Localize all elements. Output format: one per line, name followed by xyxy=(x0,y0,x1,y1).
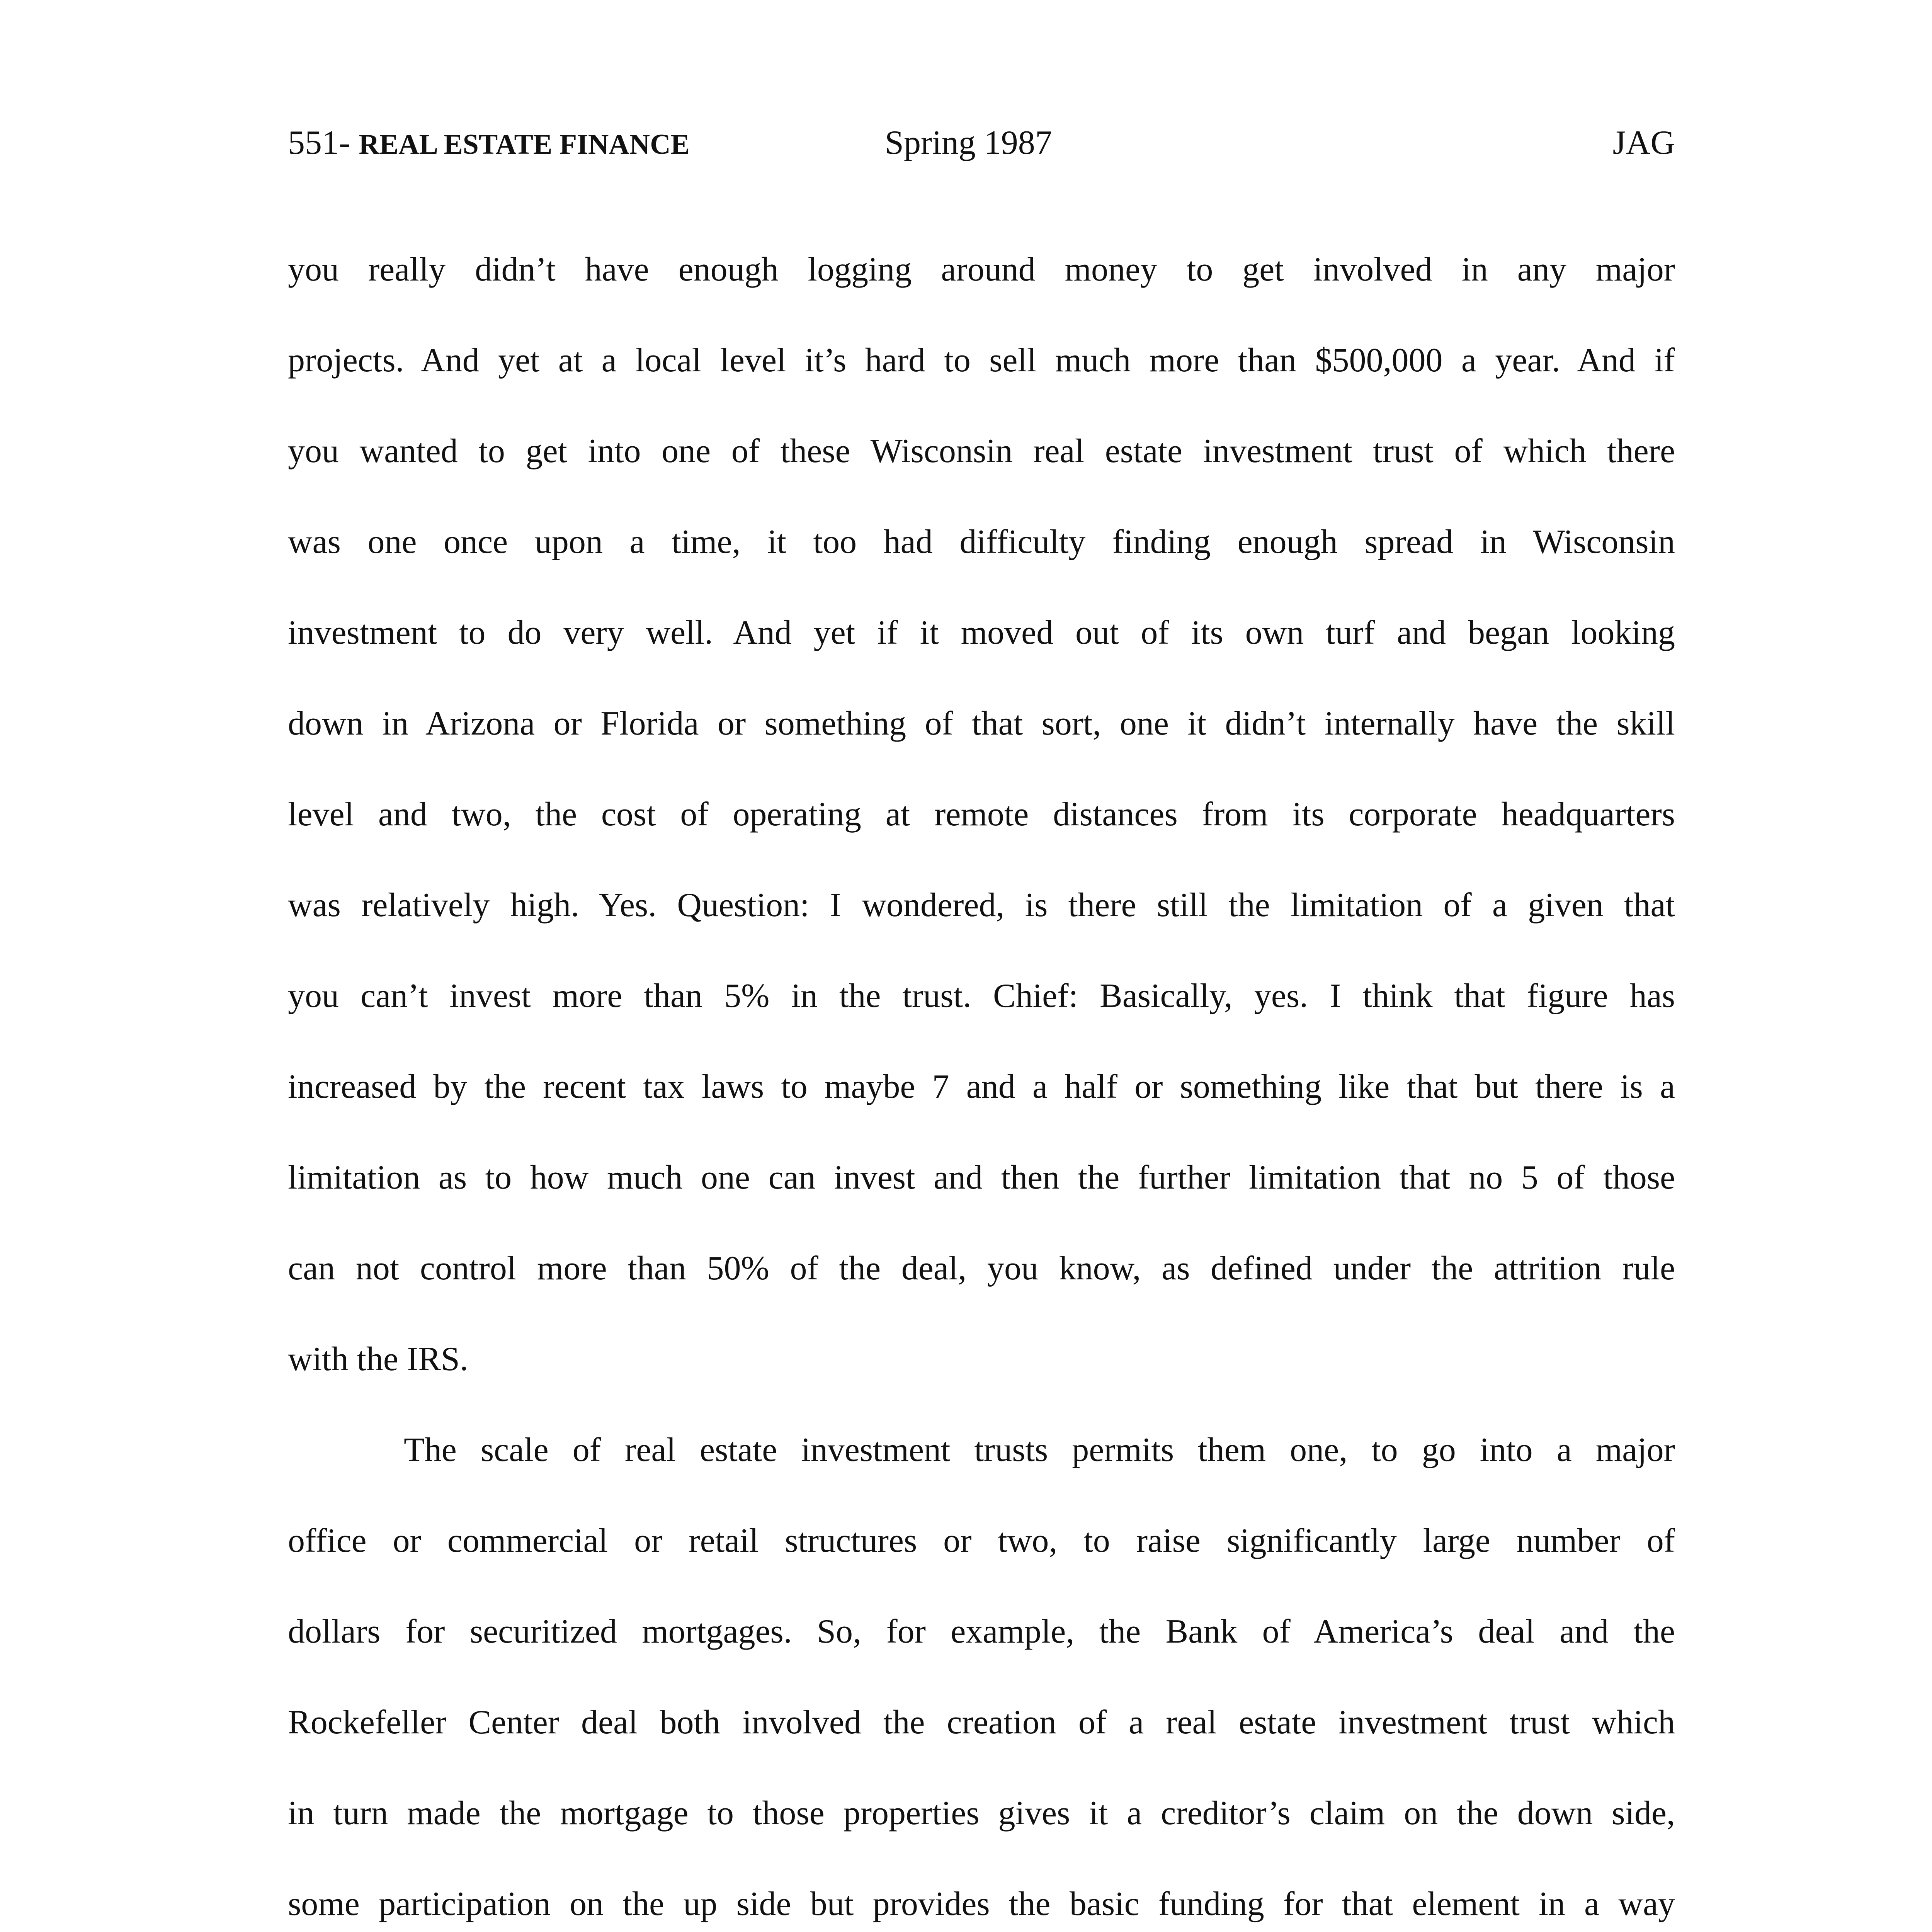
text-line: some participation on the up side but provides the basic funding for that element in a way xyxy=(288,1885,1675,1923)
text-line: Rockefeller Center deal both involved the creation of a real estate investment trust which xyxy=(288,1704,1675,1741)
text-line: office or commercial or retail structures or two, to raise significantly large number of xyxy=(288,1522,1675,1560)
text-line: you can’t invest more than 5% in the trust. Chief: Basically, yes. I think that figure has xyxy=(288,977,1675,1015)
text-line: investment to do very well. And yet if it moved out of its own turf and began looking xyxy=(288,614,1675,651)
course-term: Spring 1987 xyxy=(885,124,1052,162)
text-line: level and two, the cost of operating at remote distances from its corporate headquarters xyxy=(288,796,1675,833)
text-line: dollars for securitized mortgages. So, for example, the Bank of America’s deal and the xyxy=(288,1613,1675,1650)
text-line: can not control more than 50% of the deal, you know, as defined under the attrition rule xyxy=(288,1250,1675,1287)
text-line: in turn made the mortgage to those properties gives it a creditor’s claim on the down side, xyxy=(288,1794,1675,1832)
course-name: REAL ESTATE FINANCE xyxy=(359,129,690,160)
paragraph-2 xyxy=(288,1405,1675,1932)
page-header xyxy=(288,116,1675,170)
text-line: limitation as to how much one can invest and then the further limitation that no 5 of those xyxy=(288,1159,1675,1196)
author-initials: JAG xyxy=(1612,124,1675,162)
text-line: increased by the recent tax laws to maybe 7 and a half or something like that but there is a xyxy=(288,1068,1675,1105)
text-line: was relatively high. Yes. Question: I wondered, is there still the limitation of a given that xyxy=(288,886,1675,924)
body-text xyxy=(288,224,1675,1932)
text-line: down in Arizona or Florida or something of that sort, one it didn’t internally have the skill xyxy=(288,705,1675,742)
text-line: projects. And yet at a local level it’s hard to sell much more than $500,000 a year. And if xyxy=(288,342,1675,379)
text-line: The scale of real estate investment trusts permits them one, to go into a major xyxy=(404,1431,1675,1469)
text-line: you wanted to get into one of these Wisconsin real estate investment trust of which there xyxy=(288,432,1675,470)
text-line: was one once upon a time, it too had difficulty finding enough spread in Wisconsin xyxy=(288,523,1675,561)
course-title xyxy=(288,116,690,172)
paragraph-1 xyxy=(288,224,1675,1405)
text-line: you really didn’t have enough logging around money to get involved in any major xyxy=(288,251,1675,288)
text-line: with the IRS. xyxy=(288,1340,468,1378)
course-number: 551- xyxy=(288,124,359,162)
